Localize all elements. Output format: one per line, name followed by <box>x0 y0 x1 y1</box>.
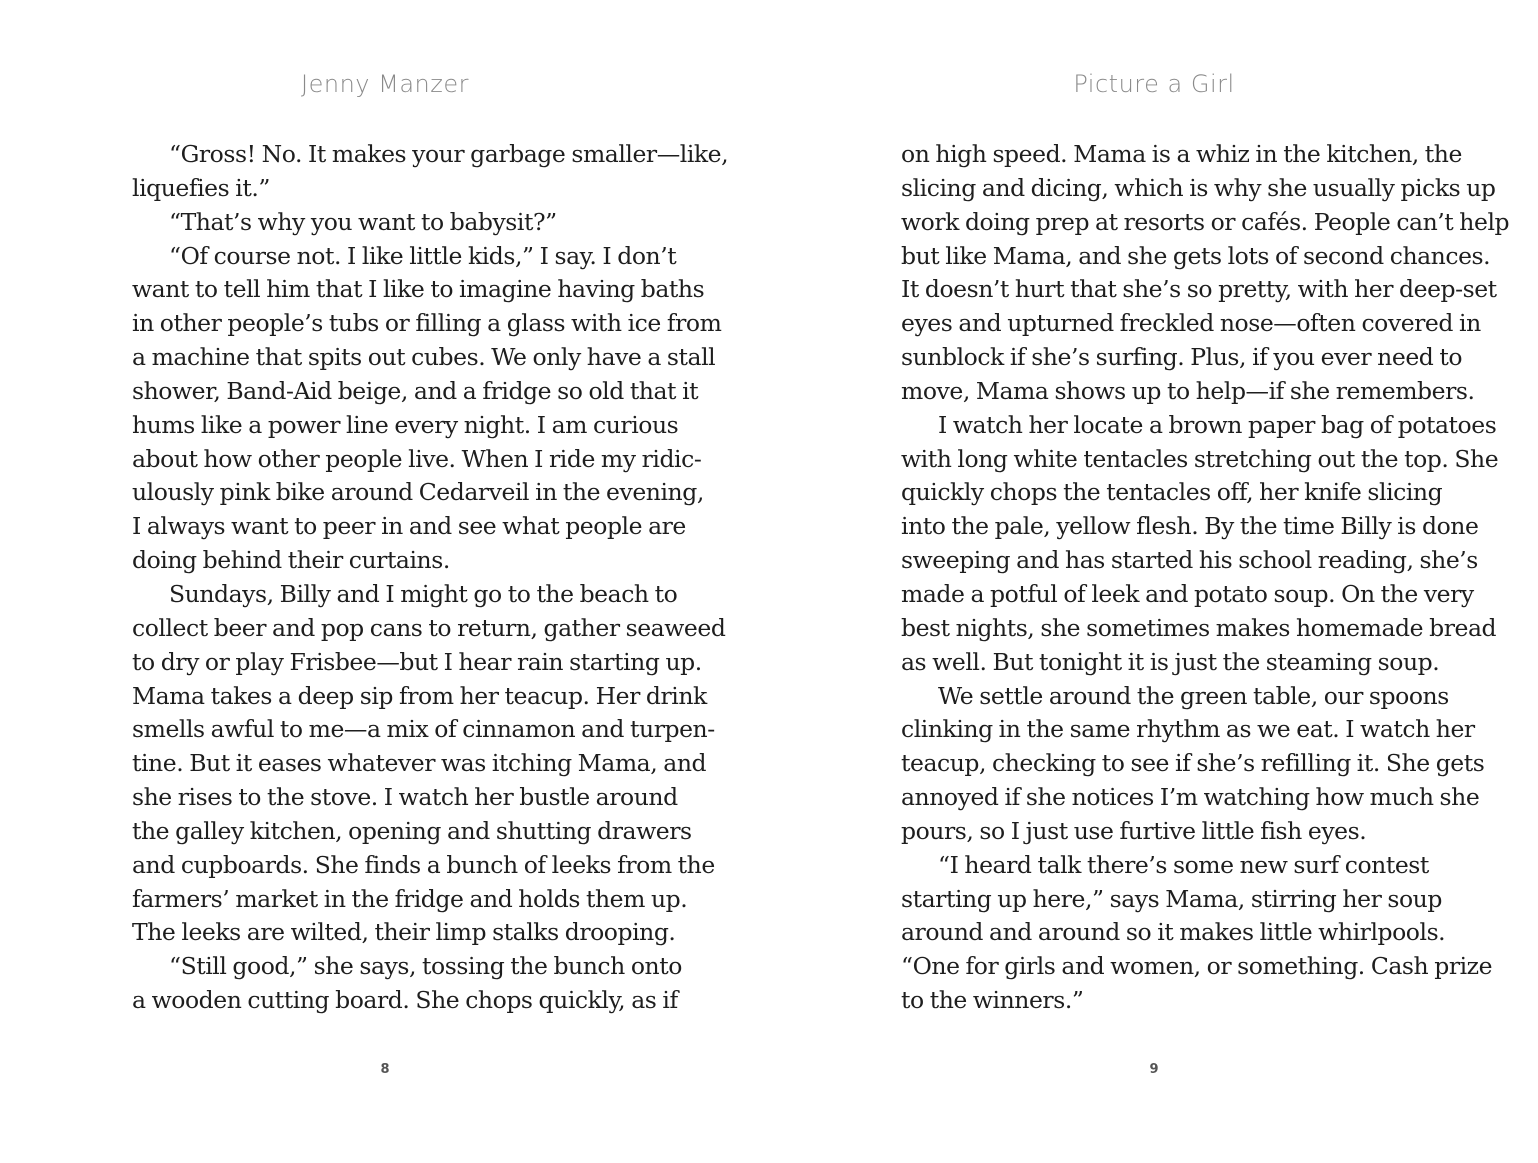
right-page <box>901 0 1510 1163</box>
text-line: “Gross! No. It makes your garbage smaller—like, <box>169 140 729 168</box>
text-line: and cupboards. She finds a bunch of leeks from the <box>132 850 715 879</box>
text-line: “That’s why you want to babysit?” <box>169 207 557 236</box>
text-line: into the pale, yellow flesh. By the time Billy is done <box>901 512 1479 541</box>
text-line: in other people’s tubs or filling a glass with ice from <box>132 309 722 338</box>
text-line: Mama takes a deep sip from her teacup. Her drink <box>132 681 707 710</box>
text-line: slicing and dicing, which is why she usually picks up <box>901 173 1496 202</box>
text-line: liquefies it.” <box>132 173 270 202</box>
left-body-text <box>132 138 729 1018</box>
text-line: a wooden cutting board. She chops quickly, as if <box>132 986 678 1015</box>
text-line: the galley kitchen, opening and shutting drawers <box>132 816 692 845</box>
text-line: a machine that spits out cubes. We only have a stall <box>132 343 716 372</box>
text-line: I watch her locate a brown paper bag of potatoes <box>938 410 1497 439</box>
text-line: around and around so it makes little whirlpools. <box>901 918 1446 947</box>
text-line: shower, Band-Aid beige, and a fridge so old that it <box>132 376 699 405</box>
text-line: starting up here,” says Mama, stirring her soup <box>901 884 1442 913</box>
text-line: eyes and upturned freckled nose—often covered in <box>901 309 1481 338</box>
text-line: sunblock if she’s surfing. Plus, if you ever need to <box>901 343 1463 372</box>
text-line: farmers’ market in the fridge and holds them up. <box>132 884 688 913</box>
text-line: she rises to the stove. I watch her bustle around <box>132 783 678 812</box>
text-line: quickly chops the tentacles off, her knife slicing <box>901 478 1443 507</box>
text-line: with long white tentacles stretching out the top. She <box>901 444 1499 473</box>
text-line: as well. But tonight it is just the steaming soup. <box>901 647 1440 676</box>
text-line: It doesn’t hurt that she’s so pretty, with her deep-set <box>901 275 1497 304</box>
text-line: The leeks are wilted, their limp stalks drooping. <box>132 918 676 947</box>
text-line: to the winners.” <box>901 986 1084 1015</box>
text-line: made a potful of leek and potato soup. On the very <box>901 579 1474 608</box>
text-line: “Still good,” she says, tossing the bunch onto <box>169 952 682 981</box>
text-line: to dry or play Frisbee—but I hear rain starting up. <box>132 647 702 676</box>
text-line: annoyed if she notices I’m watching how much she <box>901 783 1480 812</box>
text-line: about how other people live. When I ride my ridic- <box>132 444 702 473</box>
text-line: move, Mama shows up to help—if she remembers. <box>901 376 1475 405</box>
text-line: but like Mama, and she gets lots of second chances. <box>901 241 1491 270</box>
text-line: teacup, checking to see if she’s refilling it. She gets <box>901 749 1485 778</box>
running-head-title: Picture a Girl <box>1073 70 1235 98</box>
text-line: “I heard talk there’s some new surf contest <box>938 850 1429 879</box>
text-line: “Of course not. I like little kids,” I say. I don’t <box>169 241 677 270</box>
text-line: I always want to peer in and see what people are <box>132 512 686 541</box>
text-line: best nights, she sometimes makes homemade bread <box>901 613 1497 642</box>
text-line: sweeping and has started his school reading, she’s <box>901 546 1478 575</box>
text-line: pours, so I just use furtive little fish eyes. <box>901 816 1367 845</box>
text-line: clinking in the same rhythm as we eat. I watch her <box>901 715 1475 744</box>
text-line: doing behind their curtains. <box>132 546 450 575</box>
page-number: 9 <box>1149 1062 1159 1077</box>
text-line: collect beer and pop cans to return, gather seaweed <box>132 613 726 642</box>
text-line: Sundays, Billy and I might go to the beach to <box>169 579 678 608</box>
text-line: hums like a power line every night. I am curious <box>132 410 679 439</box>
text-line: on high speed. Mama is a whiz in the kitchen, the <box>901 140 1462 168</box>
right-body-text <box>901 138 1510 1018</box>
text-line: smells awful to me—a mix of cinnamon and turpen- <box>132 715 715 744</box>
text-line: “One for girls and women, or something. Cash prize <box>901 952 1493 981</box>
text-line: We settle around the green table, our spoons <box>938 681 1449 710</box>
text-line: want to tell him that I like to imagine having baths <box>132 275 705 304</box>
text-line: tine. But it eases whatever was itching Mama, and <box>132 749 707 778</box>
left-page <box>132 0 729 1163</box>
running-head-author: Jenny Manzer <box>301 70 469 98</box>
text-line: work doing prep at resorts or cafés. People can’t help <box>901 207 1510 236</box>
text-line: ulously pink bike around Cedarveil in the evening, <box>132 478 704 507</box>
page-number: 8 <box>380 1062 390 1077</box>
